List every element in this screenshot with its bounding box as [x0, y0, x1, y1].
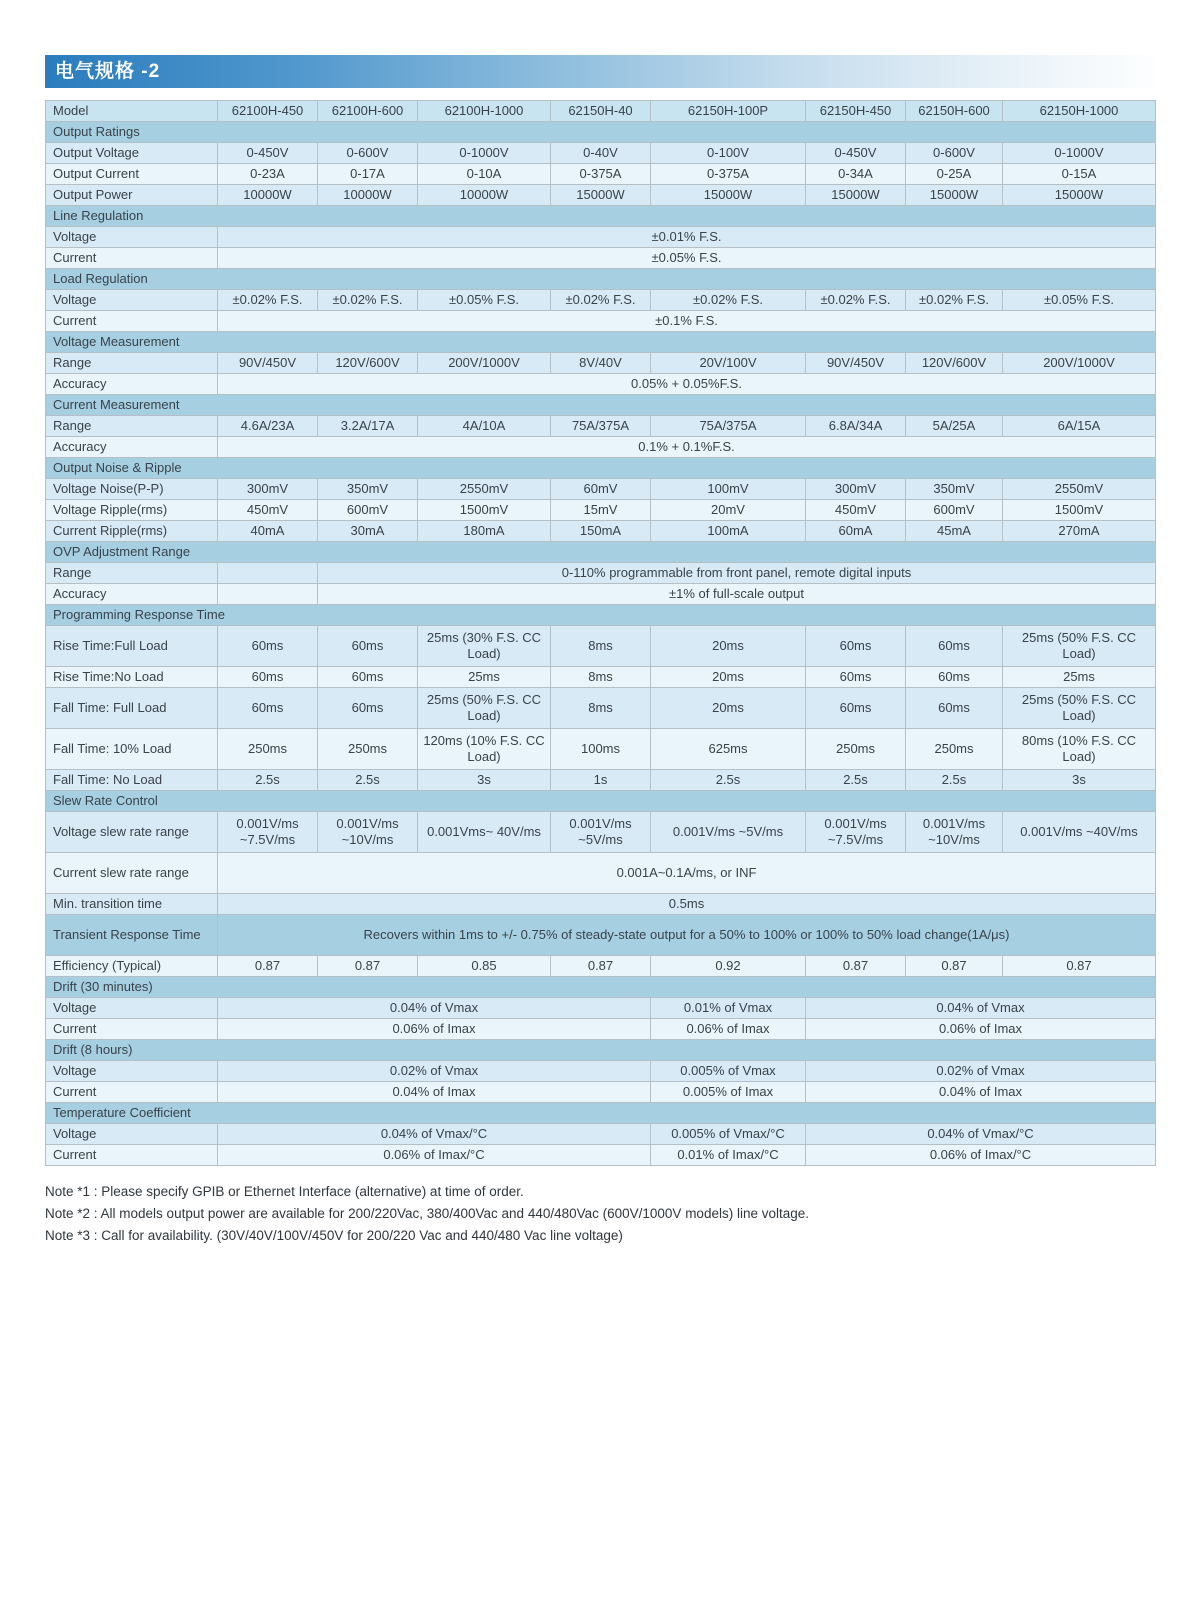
- row-label: Current: [46, 311, 218, 332]
- spec-cell: ±0.02% F.S.: [906, 290, 1003, 311]
- spec-cell: 0.001V/ms ~7.5V/ms: [806, 812, 906, 853]
- spec-cell: 0.001V/ms ~5V/ms: [651, 812, 806, 853]
- model-name: 62150H-450: [806, 101, 906, 122]
- row-label: Current: [46, 1019, 218, 1040]
- spec-cell: 600mV: [318, 500, 418, 521]
- spec-cell-span: Recovers within 1ms to +/- 0.75% of steady-state output for a 50% to 100% or 100% to 50% load change(1A/μs): [218, 915, 1156, 956]
- spec-cell-group: 0.04% of Vmax/°C: [806, 1124, 1156, 1145]
- spec-cell: 20V/100V: [651, 353, 806, 374]
- spec-row: [46, 290, 1156, 311]
- spec-cell: 60ms: [218, 688, 318, 729]
- row-label: Voltage Noise(P-P): [46, 479, 218, 500]
- section-header-row: [46, 122, 1156, 143]
- row-label: Voltage slew rate range: [46, 812, 218, 853]
- spec-cell: ±0.02% F.S.: [218, 290, 318, 311]
- spec-row: [46, 894, 1156, 915]
- section-header: Drift (8 hours): [46, 1040, 1156, 1061]
- page-title-text: 电气规格 -2: [55, 61, 161, 82]
- spec-cell: 60ms: [806, 688, 906, 729]
- spec-cell-group: 0.04% of Imax: [218, 1082, 651, 1103]
- spec-row: [46, 1145, 1156, 1166]
- spec-cell: 0.87: [806, 956, 906, 977]
- spec-cell: 200V/1000V: [418, 353, 551, 374]
- spec-cell: 60ms: [906, 626, 1003, 667]
- spec-cell: 30mA: [318, 521, 418, 542]
- model-name: 62100H-1000: [418, 101, 551, 122]
- row-label: Current slew rate range: [46, 853, 218, 894]
- spec-row: [46, 729, 1156, 770]
- spec-cell: 90V/450V: [806, 353, 906, 374]
- spec-cell: 1500mV: [1003, 500, 1156, 521]
- section-header: Output Noise & Ripple: [46, 458, 1156, 479]
- note-line: Note *1 : Please specify GPIB or Ethernet Interface (alternative) at time of order.: [45, 1184, 524, 1199]
- spec-cell-group: 0.01% of Imax/°C: [651, 1145, 806, 1166]
- spec-cell: 0.001V/ms ~10V/ms: [906, 812, 1003, 853]
- row-label: Output Current: [46, 164, 218, 185]
- spec-cell: 15mV: [551, 500, 651, 521]
- model-name: 62150H-1000: [1003, 101, 1156, 122]
- row-label: Transient Response Time: [46, 915, 218, 956]
- spec-cell: 2550mV: [418, 479, 551, 500]
- spec-cell: 100ms: [551, 729, 651, 770]
- spec-cell-span: ±1% of full-scale output: [318, 584, 1156, 605]
- model-name: 62100H-450: [218, 101, 318, 122]
- spec-cell: 3s: [418, 770, 551, 791]
- spec-cell: 20ms: [651, 667, 806, 688]
- spec-cell-span: 0.001A~0.1A/ms, or INF: [218, 853, 1156, 894]
- section-header: Load Regulation: [46, 269, 1156, 290]
- spec-cell: 10000W: [418, 185, 551, 206]
- spec-cell-group: 0.04% of Imax: [806, 1082, 1156, 1103]
- spec-cell: 450mV: [218, 500, 318, 521]
- spec-cell: 60ms: [218, 626, 318, 667]
- spec-cell: 100mV: [651, 479, 806, 500]
- section-header: Temperature Coefficient: [46, 1103, 1156, 1124]
- spec-row: [46, 248, 1156, 269]
- spec-cell-group: 0.06% of Imax: [806, 1019, 1156, 1040]
- spec-cell: 0.001V/ms ~40V/ms: [1003, 812, 1156, 853]
- spec-cell: 90V/450V: [218, 353, 318, 374]
- row-label: Voltage Ripple(rms): [46, 500, 218, 521]
- spec-cell: 0.87: [318, 956, 418, 977]
- spec-row: [46, 1082, 1156, 1103]
- spec-cell: ±0.02% F.S.: [651, 290, 806, 311]
- spec-cell: 2.5s: [318, 770, 418, 791]
- spec-cell: 180mA: [418, 521, 551, 542]
- section-header: Drift (30 minutes): [46, 977, 1156, 998]
- spec-cell: 120ms (10% F.S. CC Load): [418, 729, 551, 770]
- spec-cell: 270mA: [1003, 521, 1156, 542]
- spec-cell-group: 0.06% of Imax/°C: [218, 1145, 651, 1166]
- spec-row: [46, 853, 1156, 894]
- spec-cell-span: 0-110% programmable from front panel, remote digital inputs: [318, 563, 1156, 584]
- spec-cell: 0-375A: [651, 164, 806, 185]
- row-label: Current: [46, 1145, 218, 1166]
- row-label: Rise Time:No Load: [46, 667, 218, 688]
- section-header: Output Ratings: [46, 122, 1156, 143]
- spec-cell: ±0.02% F.S.: [318, 290, 418, 311]
- page-title: [45, 55, 1155, 88]
- section-header: Voltage Measurement: [46, 332, 1156, 353]
- spec-cell-span: 0.5ms: [218, 894, 1156, 915]
- spec-cell: 25ms (50% F.S. CC Load): [1003, 626, 1156, 667]
- spec-cell: 60ms: [218, 667, 318, 688]
- spec-cell: 0-17A: [318, 164, 418, 185]
- spec-cell: 120V/600V: [906, 353, 1003, 374]
- spec-row: [46, 164, 1156, 185]
- spec-row: [46, 416, 1156, 437]
- spec-cell: 8ms: [551, 688, 651, 729]
- spec-cell-span: ±0.01% F.S.: [218, 227, 1156, 248]
- section-header-row: [46, 977, 1156, 998]
- spec-cell: 4.6A/23A: [218, 416, 318, 437]
- row-label: Current: [46, 248, 218, 269]
- spec-cell-empty: [218, 563, 318, 584]
- spec-cell: 60mA: [806, 521, 906, 542]
- spec-cell: 250ms: [318, 729, 418, 770]
- note-line: Note *3 : Call for availability. (30V/40V/100V/450V for 200/220 Vac and 440/480 Vac line voltage): [45, 1227, 623, 1243]
- spec-cell: 0.87: [551, 956, 651, 977]
- section-header: OVP Adjustment Range: [46, 542, 1156, 563]
- spec-cell: 0.87: [906, 956, 1003, 977]
- row-label: Fall Time: 10% Load: [46, 729, 218, 770]
- spec-table-body: [46, 101, 1156, 1166]
- spec-cell: 60ms: [318, 667, 418, 688]
- spec-cell: 1s: [551, 770, 651, 791]
- spec-cell-span: 0.1% + 0.1%F.S.: [218, 437, 1156, 458]
- spec-cell-group: 0.01% of Vmax: [651, 998, 806, 1019]
- spec-cell: ±0.05% F.S.: [418, 290, 551, 311]
- spec-cell: 45mA: [906, 521, 1003, 542]
- spec-cell: 15000W: [1003, 185, 1156, 206]
- spec-cell: 20mV: [651, 500, 806, 521]
- model-name: 62150H-600: [906, 101, 1003, 122]
- spec-cell: 20ms: [651, 626, 806, 667]
- spec-cell: 8ms: [551, 667, 651, 688]
- row-label: Accuracy: [46, 584, 218, 605]
- spec-cell: 8ms: [551, 626, 651, 667]
- spec-cell: 10000W: [218, 185, 318, 206]
- row-label: Min. transition time: [46, 894, 218, 915]
- spec-cell: 0.001V/ms ~10V/ms: [318, 812, 418, 853]
- row-label: Output Voltage: [46, 143, 218, 164]
- spec-cell: 0-450V: [806, 143, 906, 164]
- spec-row: [46, 563, 1156, 584]
- spec-cell: 0-1000V: [418, 143, 551, 164]
- spec-cell: 0.001Vms~ 40V/ms: [418, 812, 551, 853]
- model-header-row: [46, 101, 1156, 122]
- row-label: Current Ripple(rms): [46, 521, 218, 542]
- spec-row: [46, 374, 1156, 395]
- spec-row: [46, 998, 1156, 1019]
- spec-cell-group: 0.06% of Imax/°C: [806, 1145, 1156, 1166]
- spec-cell-span: 0.05% + 0.05%F.S.: [218, 374, 1156, 395]
- spec-row: [46, 770, 1156, 791]
- spec-row: [46, 353, 1156, 374]
- spec-cell: 0-25A: [906, 164, 1003, 185]
- spec-cell: 15000W: [906, 185, 1003, 206]
- row-label: Range: [46, 563, 218, 584]
- section-header: Current Measurement: [46, 395, 1156, 416]
- row-label: Output Power: [46, 185, 218, 206]
- model-name: 62100H-600: [318, 101, 418, 122]
- spec-cell: 60ms: [806, 667, 906, 688]
- spec-row: [46, 311, 1156, 332]
- note-line: Note *2 : All models output power are available for 200/220Vac, 380/400Vac and 440/480Vac (600V/1000V models) line voltage.: [45, 1205, 810, 1221]
- spec-cell: 25ms (50% F.S. CC Load): [418, 688, 551, 729]
- section-header-row: [46, 1040, 1156, 1061]
- spec-cell: 0-450V: [218, 143, 318, 164]
- spec-cell: ±0.05% F.S.: [1003, 290, 1156, 311]
- spec-row: [46, 688, 1156, 729]
- row-label: Range: [46, 416, 218, 437]
- spec-cell: 0-600V: [906, 143, 1003, 164]
- spec-row: [46, 667, 1156, 688]
- spec-cell: 10000W: [318, 185, 418, 206]
- spec-cell: 0.85: [418, 956, 551, 977]
- spec-cell: 60mV: [551, 479, 651, 500]
- spec-cell: 0-15A: [1003, 164, 1156, 185]
- section-header-row: [46, 542, 1156, 563]
- section-header: Line Regulation: [46, 206, 1156, 227]
- spec-cell: 250ms: [806, 729, 906, 770]
- spec-cell: 60ms: [806, 626, 906, 667]
- spec-cell-span: ±0.05% F.S.: [218, 248, 1156, 269]
- spec-cell: 120V/600V: [318, 353, 418, 374]
- spec-cell: 0-600V: [318, 143, 418, 164]
- spec-cell: 25ms (30% F.S. CC Load): [418, 626, 551, 667]
- spec-cell: 0.87: [1003, 956, 1156, 977]
- spec-cell: 1500mV: [418, 500, 551, 521]
- spec-cell: 0-375A: [551, 164, 651, 185]
- spec-cell-group: 0.06% of Imax: [218, 1019, 651, 1040]
- model-name: 62150H-40: [551, 101, 651, 122]
- row-label: Fall Time: No Load: [46, 770, 218, 791]
- spec-cell: 350mV: [318, 479, 418, 500]
- spec-row: [46, 626, 1156, 667]
- spec-cell: 60ms: [318, 626, 418, 667]
- spec-row: [46, 479, 1156, 500]
- notes: [45, 1181, 1155, 1247]
- row-label: Rise Time:Full Load: [46, 626, 218, 667]
- spec-cell: 6A/15A: [1003, 416, 1156, 437]
- spec-cell: 60ms: [906, 667, 1003, 688]
- spec-cell: ±0.02% F.S.: [551, 290, 651, 311]
- spec-cell: 450mV: [806, 500, 906, 521]
- spec-row: [46, 584, 1156, 605]
- spec-cell: 80ms (10% F.S. CC Load): [1003, 729, 1156, 770]
- row-label: Accuracy: [46, 437, 218, 458]
- spec-cell: 5A/25A: [906, 416, 1003, 437]
- spec-cell: 60ms: [318, 688, 418, 729]
- spec-cell: 200V/1000V: [1003, 353, 1156, 374]
- spec-cell: 0-100V: [651, 143, 806, 164]
- row-label: Voltage: [46, 290, 218, 311]
- spec-cell: 2.5s: [651, 770, 806, 791]
- section-header: Programming Response Time: [46, 605, 1156, 626]
- row-label: Voltage: [46, 1061, 218, 1082]
- spec-cell-group: 0.005% of Imax: [651, 1082, 806, 1103]
- spec-cell: 8V/40V: [551, 353, 651, 374]
- spec-cell: 6.8A/34A: [806, 416, 906, 437]
- spec-cell: 15000W: [806, 185, 906, 206]
- row-label: Voltage: [46, 1124, 218, 1145]
- spec-cell: 2.5s: [906, 770, 1003, 791]
- spec-cell-group: 0.005% of Vmax/°C: [651, 1124, 806, 1145]
- spec-cell: 2550mV: [1003, 479, 1156, 500]
- spec-row: [46, 915, 1156, 956]
- spec-cell: 0.001V/ms ~5V/ms: [551, 812, 651, 853]
- spec-row: [46, 143, 1156, 164]
- spec-cell: 600mV: [906, 500, 1003, 521]
- row-label: Voltage: [46, 998, 218, 1019]
- spec-cell: 250ms: [906, 729, 1003, 770]
- spec-cell-group: 0.06% of Imax: [651, 1019, 806, 1040]
- section-header: Slew Rate Control: [46, 791, 1156, 812]
- spec-cell-group: 0.02% of Vmax: [806, 1061, 1156, 1082]
- section-header-row: [46, 269, 1156, 290]
- spec-cell: 625ms: [651, 729, 806, 770]
- spec-cell: 15000W: [551, 185, 651, 206]
- spec-cell-group: 0.04% of Vmax: [806, 998, 1156, 1019]
- section-header-row: [46, 1103, 1156, 1124]
- spec-cell: 0-34A: [806, 164, 906, 185]
- row-label: Voltage: [46, 227, 218, 248]
- section-header-row: [46, 791, 1156, 812]
- spec-cell: 3s: [1003, 770, 1156, 791]
- section-header-row: [46, 458, 1156, 479]
- spec-row: [46, 500, 1156, 521]
- spec-cell-empty: [218, 584, 318, 605]
- spec-row: [46, 1019, 1156, 1040]
- spec-cell: 100mA: [651, 521, 806, 542]
- spec-cell: 2.5s: [806, 770, 906, 791]
- spec-row: [46, 437, 1156, 458]
- spec-cell: 0.87: [218, 956, 318, 977]
- section-header-row: [46, 395, 1156, 416]
- row-label: Accuracy: [46, 374, 218, 395]
- spec-cell: 300mV: [806, 479, 906, 500]
- spec-cell: 25ms: [1003, 667, 1156, 688]
- model-header-label: Model: [46, 101, 218, 122]
- spec-cell: 75A/375A: [651, 416, 806, 437]
- spec-cell: 250ms: [218, 729, 318, 770]
- spec-cell: 3.2A/17A: [318, 416, 418, 437]
- spec-row: [46, 227, 1156, 248]
- row-label: Fall Time: Full Load: [46, 688, 218, 729]
- spec-cell: 25ms: [418, 667, 551, 688]
- spec-cell: 150mA: [551, 521, 651, 542]
- section-header-row: [46, 206, 1156, 227]
- spec-cell-group: 0.04% of Vmax/°C: [218, 1124, 651, 1145]
- spec-cell-group: 0.04% of Vmax: [218, 998, 651, 1019]
- spec-cell: 25ms (50% F.S. CC Load): [1003, 688, 1156, 729]
- spec-cell-span: ±0.1% F.S.: [218, 311, 1156, 332]
- spec-cell: 0-23A: [218, 164, 318, 185]
- spec-cell: 40mA: [218, 521, 318, 542]
- spec-row: [46, 1061, 1156, 1082]
- section-header-row: [46, 332, 1156, 353]
- spec-table: [45, 100, 1156, 1166]
- spec-cell: 300mV: [218, 479, 318, 500]
- section-header-row: [46, 605, 1156, 626]
- spec-row: [46, 956, 1156, 977]
- model-name: 62150H-100P: [651, 101, 806, 122]
- spec-cell: 0-10A: [418, 164, 551, 185]
- spec-cell: 350mV: [906, 479, 1003, 500]
- spec-cell: 20ms: [651, 688, 806, 729]
- spec-cell-group: 0.005% of Vmax: [651, 1061, 806, 1082]
- spec-cell: 0-1000V: [1003, 143, 1156, 164]
- spec-row: [46, 1124, 1156, 1145]
- spec-cell: 60ms: [906, 688, 1003, 729]
- spec-cell: 75A/375A: [551, 416, 651, 437]
- spec-cell-group: 0.02% of Vmax: [218, 1061, 651, 1082]
- spec-cell: 0.92: [651, 956, 806, 977]
- spec-cell: 4A/10A: [418, 416, 551, 437]
- spec-cell: 0.001V/ms ~7.5V/ms: [218, 812, 318, 853]
- spec-row: [46, 185, 1156, 206]
- spec-cell: 15000W: [651, 185, 806, 206]
- row-label: Efficiency (Typical): [46, 956, 218, 977]
- spec-cell: 2.5s: [218, 770, 318, 791]
- spec-row: [46, 812, 1156, 853]
- spec-cell: 0-40V: [551, 143, 651, 164]
- spec-row: [46, 521, 1156, 542]
- row-label: Range: [46, 353, 218, 374]
- spec-cell: ±0.02% F.S.: [806, 290, 906, 311]
- row-label: Current: [46, 1082, 218, 1103]
